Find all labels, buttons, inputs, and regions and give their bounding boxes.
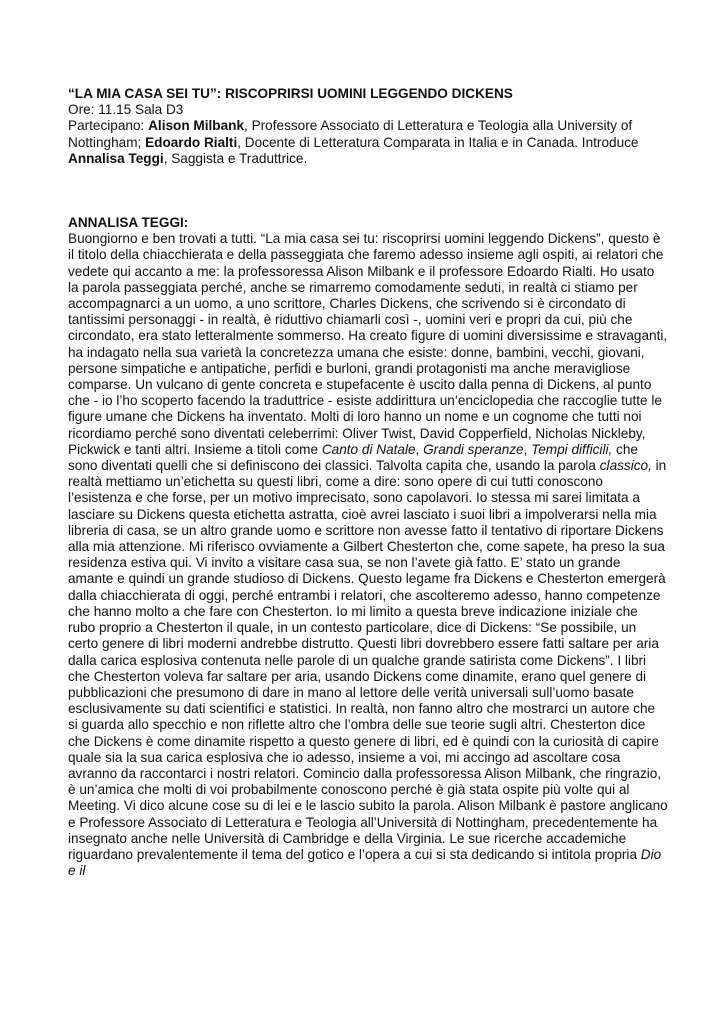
speech-text xyxy=(68,231,668,879)
book-title: Tempi difficili, xyxy=(531,441,613,457)
speech-part: che sono diventati quelli che si definiscono dei classici. Talvolta capita che, usando la parola xyxy=(68,441,638,474)
book-title: Canto di Natale xyxy=(321,441,416,457)
participant-name: Edoardo Rialti xyxy=(145,134,238,150)
participant-desc: , Saggista e Traduttrice. xyxy=(163,150,308,166)
participant-name: Annalisa Teggi xyxy=(68,150,164,166)
document-page xyxy=(68,86,668,879)
separator: , xyxy=(415,441,424,457)
event-title: “LA MIA CASA SEI TU”: RISCOPRIRSI UOMINI LEGGENDO DICKENS xyxy=(68,86,513,101)
emphasized-word: classico, xyxy=(599,458,652,474)
speech-part: Buongiorno e ben trovati a tutti. “La mia casa sei tu: riscoprirsi uomini leggendo Dickens”, questo è il titolo della chiacchierata e della passeggiata che faremo adesso insieme agli ospiti, ai relatori che vedete qui accanto a me: la professoressa Alison Milbank e il professore Edoardo Rialti. Ho usato la parola passeggiata perché, anche se rimarremo comodamente seduti, in realtà ci stiamo per accompagnarci a un uomo, a uno scrittore, Charles Dickens, che scrivendo si è circondato di tantissimi personaggi - in realtà, è riduttivo chiamarli così -, uomini veri e propri da cui, più che circondato, era stato letteralmente sommerso. Ha creato figure di uomini diversissime e stravaganti, ha indagato nella sua varietà la concretezza umana che esiste: donne, bambini, vecchi, giovani, persone simpatiche e antipatiche, perfidi e burloni, grandi protagonisti ma anche meravigliose comparse. Un vulcano di gente concreta e stupefacente è uscito dalla penna di Dickens, al punto che - io l’ho scoperto facendo la traduttrice - esiste addirittura un’enciclopedia che raccoglie tutte le figure umane che Dickens ha inventato. Molti di loro hanno un nome e un cognome che tutti noi ricordiamo perché sono diventati celeberrimi: Oliver Twist, David Copperfield, Nicholas Nickleby, Pickwick e tanti altri. Insieme a titoli come xyxy=(68,231,668,457)
separator: , xyxy=(523,441,532,457)
participants xyxy=(68,118,668,167)
speech-part: in realtà mettiamo un’etichetta su questi libri, come a dire: sono opere di cui tutti conoscono l’esistenza e che forse, per un motivo imprecisato, sono capolavori. Io stessa mi sarei limitata a lasciare su Dickens questa etichetta astratta, cioè avrei lasciato i suoi libri a impolverarsi nella mia libreria di casa, se un altro grande uomo e scrittore non avesse fatto il tentativo di riportare Dickens alla mia attenzione. Mi riferisco ovviamente a Gilbert Chesterton che, come sapete, ha preso la sua residenza estiva qui. Vi invito a visitare casa sua, se non l’avete già fatto. E’ stato un grande amante e quindi un grande studioso di Dickens. Questo legame fra Dickens e Chesterton emergerà dalla chiacchierata di oggi, perché entrambi i relatori, che ascolteremo adesso, hanno competenze che hanno molto a che fare con Chesterton. Io mi limito a questa breve indicazione iniziale che rubo proprio a Chesterton il quale, in un contesto particolare, dice di Dickens: “Se possibile, un certo genere di libri moderni andrebbe distrutto. Questi libri dovrebbero essere fatti saltare per aria dalla carica esplosiva contenuta nelle parole di un qualche grande satirista come Dickens”. I libri che Chesterton voleva far saltare per aria, usando Dickens come dinamite, erano quel genere di pubblicazioni che presumono di dare in mano al lettore delle verità universali sull’uomo basate esclusivamente su dati scientifici e statistici. In realtà, non fanno altro che mostrarci un autore che si guarda allo specchio e non riflette altro che l’ombra delle sue teorie sugli altri. Chesterton dice che Dickens è come dinamite rispetto a questo genere di libri, ed è quindi con la curiosità di capire quale sia la sua carica esplosiva che io adesso, insieme a voi, mi accingo ad ascoltare cosa avranno da raccontarci i nostri relatori. Comincio dalla professoressa Alison Milbank, che ringrazio, è un’amica che molti di voi probabilmente conoscono perché è già stata ospite più volte qui al Meeting. Vi dico alcune cose su di lei e le lascio subito la parola. Alison Milbank è pastore anglicano e Professore Associato di Letteratura e Teologia all’Università di Nottingham, precedentemente ha insegnato anche nelle Università di Cambridge e della Virginia. Le sue ricerche accademiche riguardano prevalentemente il tema del gotico e l’opera a cui si sta dedicando si intitola propria xyxy=(68,458,668,862)
event-time: Ore: 11.15 Sala D3 xyxy=(68,102,184,118)
participants-prefix: Partecipano: xyxy=(68,118,149,134)
section-gap xyxy=(68,167,668,215)
speaker-name: ANNALISA TEGGI: xyxy=(68,215,189,231)
participant-name: Alison Milbank xyxy=(148,118,245,134)
book-title: Grandi speranze xyxy=(423,441,524,457)
participant-desc: , Docente di Letteratura Comparata in Italia e in Canada. Introduce xyxy=(237,134,639,150)
participant-desc: , Professore Associato di Letteratura e Teologia alla University of Nottingham; xyxy=(68,118,633,150)
book-title: Dio e il xyxy=(68,846,662,879)
